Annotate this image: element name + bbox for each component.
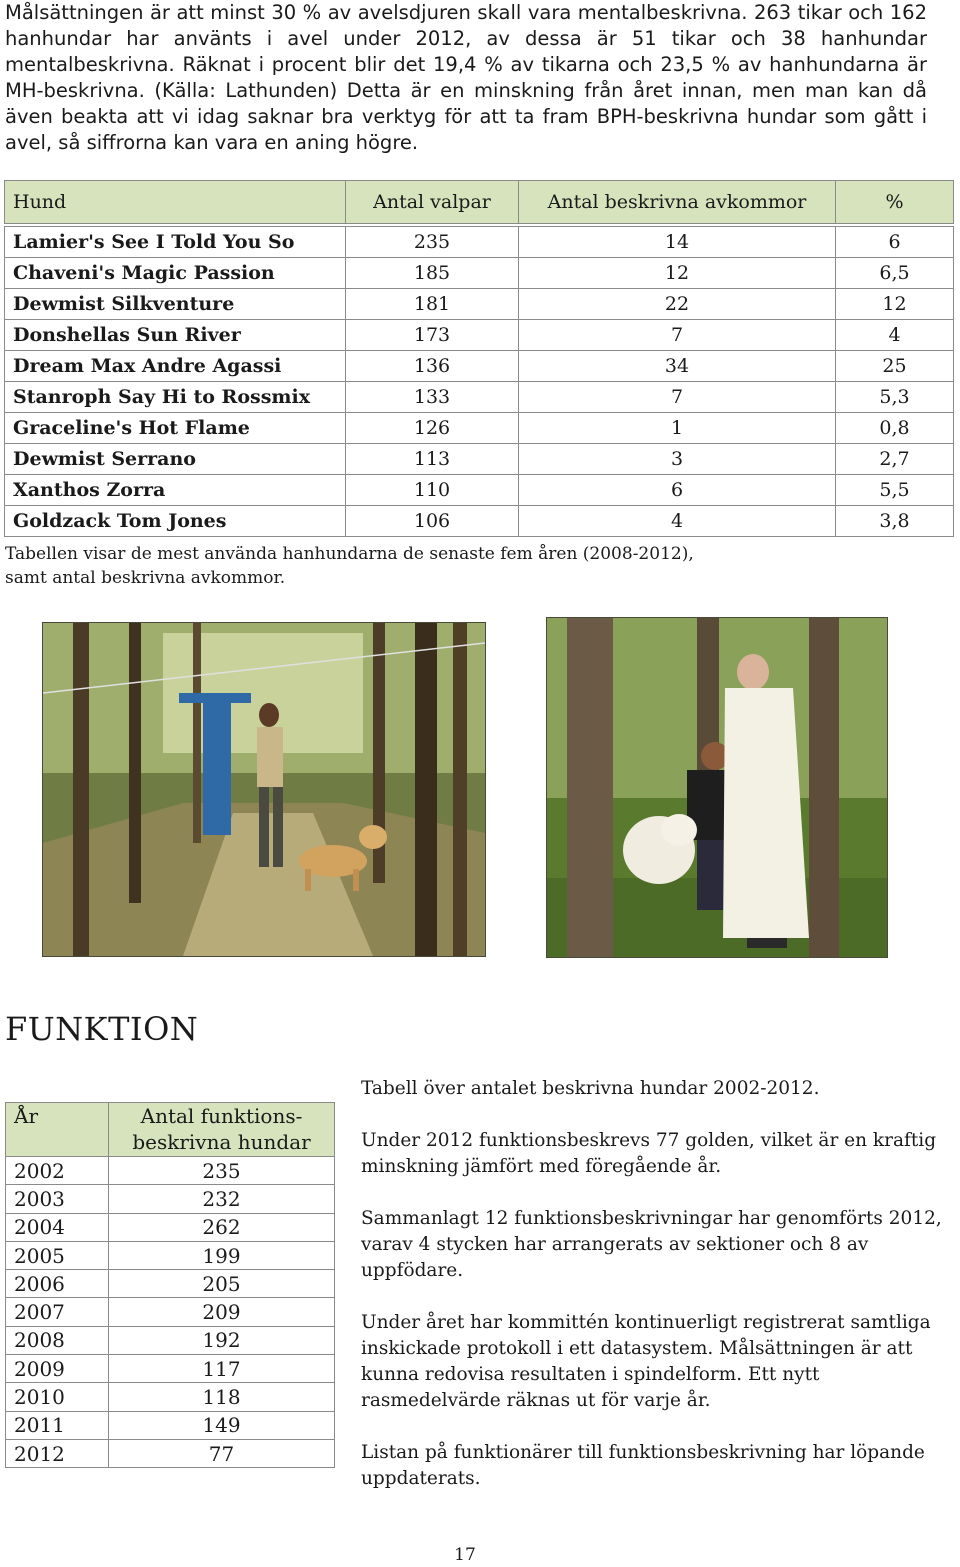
- cell-hund: Dewmist Serrano: [5, 444, 346, 475]
- table-row: [6, 1157, 335, 1185]
- cell-antal-valpar: 106: [346, 506, 519, 537]
- cell-ar: 2006: [6, 1270, 109, 1298]
- cell-ar: 2012: [6, 1439, 109, 1467]
- table-row: [5, 320, 954, 351]
- breed-table-header: [5, 181, 954, 224]
- intro-part-1: Målsättningen är att minst 30 % av avelsdjuren skall vara mentalbeskrivna. 263 tikar och 162 hanhundar har använts i avel under 2012, av dessa är 51 tikar och 38 hanhundar mentalbeskrivna. Räknat i procent blir det 19,4 % av tikarna och 23,5 % av hanhundarna är MH-beskrivna.: [5, 1, 927, 102]
- cell-antal: 192: [109, 1326, 335, 1354]
- cell-ar: 2011: [6, 1411, 109, 1439]
- cell-antal-beskrivna: 34: [519, 351, 836, 382]
- funktion-paragraph-1: Tabell över antalet beskrivna hundar 2002-2012.: [361, 1078, 820, 1099]
- header-antal-funktionsbeskrivna: [109, 1103, 335, 1157]
- table-row: [6, 1439, 335, 1467]
- breed-table-caption: [5, 542, 725, 590]
- cell-antal: 232: [109, 1185, 335, 1213]
- cell-procent: 3,8: [836, 506, 954, 537]
- cell-ar: 2005: [6, 1241, 109, 1269]
- table-row: [5, 475, 954, 506]
- table-row: [6, 1355, 335, 1383]
- breed-table-body: [5, 224, 954, 537]
- caption-line-1: Tabellen visar de mest använda hanhundarna de senaste fem åren (2008-2012),: [5, 544, 694, 564]
- funktion-table: [5, 1102, 335, 1468]
- cell-antal-valpar: 181: [346, 289, 519, 320]
- header-antal-beskrivna: Antal beskrivna avkommor: [519, 181, 836, 224]
- cell-antal-beskrivna: 4: [519, 506, 836, 537]
- cell-antal-beskrivna: 3: [519, 444, 836, 475]
- cell-hund: Dream Max Andre Agassi: [5, 351, 346, 382]
- table-row: [6, 1241, 335, 1269]
- table-row: [5, 506, 954, 537]
- intro-part-2: (Källa: Lathunden) Detta är en minskning från året innan, men man kan då även beakta att vi idag saknar bra verktyg för att ta fram BPH-beskrivna hundar som gått i avel, så siffrorna kan vara en aning högre.: [5, 79, 927, 154]
- table-row: [6, 1185, 335, 1213]
- cell-antal-valpar: 185: [346, 258, 519, 289]
- cell-antal-beskrivna: 12: [519, 258, 836, 289]
- intro-text: [5, 0, 927, 156]
- cell-ar: 2002: [6, 1157, 109, 1185]
- page-number: 17: [454, 1545, 476, 1565]
- funktion-table-header: [6, 1103, 335, 1157]
- header-hund: Hund: [5, 181, 346, 224]
- table-row: [5, 444, 954, 475]
- cell-antal: 199: [109, 1241, 335, 1269]
- breed-table: [4, 180, 954, 537]
- cell-procent: 6: [836, 227, 954, 258]
- cell-antal-beskrivna: 7: [519, 382, 836, 413]
- cell-ar: 2003: [6, 1185, 109, 1213]
- cell-antal: 149: [109, 1411, 335, 1439]
- cell-hund: Donshellas Sun River: [5, 320, 346, 351]
- table-row: [6, 1411, 335, 1439]
- table-row: [6, 1326, 335, 1354]
- cell-antal: 118: [109, 1383, 335, 1411]
- cell-ar: 2010: [6, 1383, 109, 1411]
- cell-ar: 2009: [6, 1355, 109, 1383]
- header-antal-valpar: Antal valpar: [346, 181, 519, 224]
- cell-antal-beskrivna: 6: [519, 475, 836, 506]
- table-row: [5, 227, 954, 258]
- cell-antal-valpar: 133: [346, 382, 519, 413]
- cell-hund: Dewmist Silkventure: [5, 289, 346, 320]
- table-row: [5, 382, 954, 413]
- table-row: [5, 351, 954, 382]
- cell-antal-beskrivna: 14: [519, 227, 836, 258]
- table-row: [6, 1270, 335, 1298]
- cell-antal: 209: [109, 1298, 335, 1326]
- funktion-paragraph-2: Under 2012 funktionsbeskrevs 77 golden, vilket är en kraftig minskning jämfört med föregående år.: [361, 1130, 937, 1177]
- funktion-table-body: [6, 1157, 335, 1468]
- cell-hund: Stanroph Say Hi to Rossmix: [5, 382, 346, 413]
- cell-antal-valpar: 173: [346, 320, 519, 351]
- cell-ar: 2008: [6, 1326, 109, 1354]
- cell-hund: Chaveni's Magic Passion: [5, 258, 346, 289]
- cell-procent: 12: [836, 289, 954, 320]
- cell-procent: 25: [836, 351, 954, 382]
- cell-procent: 0,8: [836, 413, 954, 444]
- cell-hund: Xanthos Zorra: [5, 475, 346, 506]
- photo-forest-dog-test: [42, 622, 486, 957]
- cell-antal: 235: [109, 1157, 335, 1185]
- funktion-text: [361, 1076, 953, 1518]
- table-row: [6, 1298, 335, 1326]
- funktion-paragraph-4: Under året har kommittén kontinuerligt registrerat samtliga inskickade protokoll i ett datasystem. Målsättningen är att kunna redovisa resultaten i spindelform. Ett nytt rasmedelvärde räknas ut för varje år.: [361, 1312, 931, 1411]
- cell-antal-valpar: 136: [346, 351, 519, 382]
- cell-antal-valpar: 235: [346, 227, 519, 258]
- table-row: [5, 289, 954, 320]
- cell-ar: 2004: [6, 1213, 109, 1241]
- cell-antal: 117: [109, 1355, 335, 1383]
- cell-antal-beskrivna: 22: [519, 289, 836, 320]
- cell-antal-valpar: 110: [346, 475, 519, 506]
- cell-antal-beskrivna: 7: [519, 320, 836, 351]
- table-row: [6, 1383, 335, 1411]
- funktion-paragraph-5: Listan på funktionärer till funktionsbeskrivning har löpande uppdaterats.: [361, 1442, 925, 1489]
- cell-antal: 262: [109, 1213, 335, 1241]
- cell-procent: 5,3: [836, 382, 954, 413]
- cell-procent: 5,5: [836, 475, 954, 506]
- header-ar: År: [6, 1103, 109, 1157]
- section-heading-funktion: FUNKTION: [5, 1010, 199, 1048]
- table-row: [5, 258, 954, 289]
- table-row: [6, 1213, 335, 1241]
- cell-ar: 2007: [6, 1298, 109, 1326]
- header-line-2: beskrivna hundar: [132, 1130, 311, 1154]
- cell-antal: 77: [109, 1439, 335, 1467]
- cell-hund: Lamier's See I Told You So: [5, 227, 346, 258]
- funktion-paragraph-3: Sammanlagt 12 funktionsbeskrivningar har genomförts 2012, varav 4 stycken har arrangerats av sektioner och 8 av uppfödare.: [361, 1208, 942, 1281]
- cell-hund: Graceline's Hot Flame: [5, 413, 346, 444]
- header-line-1: Antal funktions-: [140, 1104, 303, 1128]
- cell-antal-valpar: 126: [346, 413, 519, 444]
- cell-antal-beskrivna: 1: [519, 413, 836, 444]
- cell-procent: 4: [836, 320, 954, 351]
- cell-procent: 6,5: [836, 258, 954, 289]
- cell-antal-valpar: 113: [346, 444, 519, 475]
- header-procent: %: [836, 181, 954, 224]
- cell-antal: 205: [109, 1270, 335, 1298]
- cell-procent: 2,7: [836, 444, 954, 475]
- photo-forest-people-dog: [546, 617, 888, 958]
- caption-line-2: samt antal beskrivna avkommor.: [5, 568, 286, 588]
- table-row: [5, 413, 954, 444]
- cell-hund: Goldzack Tom Jones: [5, 506, 346, 537]
